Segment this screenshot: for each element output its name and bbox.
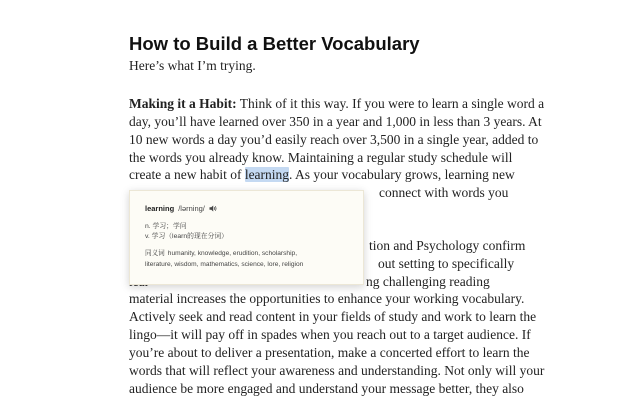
paragraph-line: day, you’ll have learned over 350 in a year and 1,000 in less than 3 years. At (129, 113, 542, 129)
paragraph-line: you’re about to deliver a presentation, make a concerted effort to learn the (129, 344, 530, 360)
paragraph-line: words that will reflect your awareness and understanding. Not only will your (129, 362, 545, 378)
speaker-icon[interactable] (209, 205, 217, 212)
popup-definitions (145, 222, 349, 242)
paragraph-line (129, 95, 545, 113)
paragraph-line: material increases the opportunities to enhance your working vocabulary. (129, 291, 525, 307)
page-title: How to Build a Better Vocabulary (129, 33, 420, 54)
popup-phonetic: /lərning/ (178, 203, 205, 213)
synonyms-list: humanity, knowledge, erudition, scholarship, (167, 250, 298, 257)
popup-header (145, 201, 349, 215)
dictionary-popup (129, 190, 364, 285)
synonyms-label: 同义词 (145, 250, 165, 257)
paragraph-line: 10 new words a day you’d easily reach over 3,500 in a single year, added to (129, 131, 539, 147)
paragraph-text: out setting to specifically (378, 255, 515, 271)
paragraph-text: create a new habit of (129, 167, 245, 183)
paragraph-heading: Making it a Habit: (129, 96, 237, 111)
paragraph-text: ng challenging reading (366, 273, 490, 289)
paragraph-line: Actively seek and read content in your fields of study and work to learn the (129, 309, 537, 325)
popup-synonyms (145, 249, 349, 270)
synonyms-row (145, 249, 349, 260)
paragraph-text: tion and Psychology confirm (369, 237, 526, 253)
subtitle: Here’s what I’m trying. (129, 58, 256, 73)
paragraph-text: Think of it this way. If you were to learn a single word a (236, 96, 545, 111)
selected-word[interactable]: learning (244, 167, 290, 183)
paragraph-text: connect with words you (379, 185, 509, 201)
paragraph-line: audience be more engaged and understand your message better, they also (129, 380, 524, 396)
paragraph-text: . As your vocabulary grows, learning new (289, 167, 515, 183)
synonyms-list: literature, wisdom, mathematics, science, lore, religion (145, 260, 304, 268)
popup-word: learning (145, 203, 175, 213)
definition-verb: v. 学习（learn的现在分词） (145, 233, 228, 240)
paragraph-line: lingo—it will pay off in spades when you reach out to a target audience. If (129, 327, 531, 343)
paragraph-line: the words you already know. Maintaining a regular study schedule will (129, 149, 513, 165)
definition-noun: n. 学习；学问 (145, 223, 187, 230)
paragraph-line (129, 166, 519, 184)
